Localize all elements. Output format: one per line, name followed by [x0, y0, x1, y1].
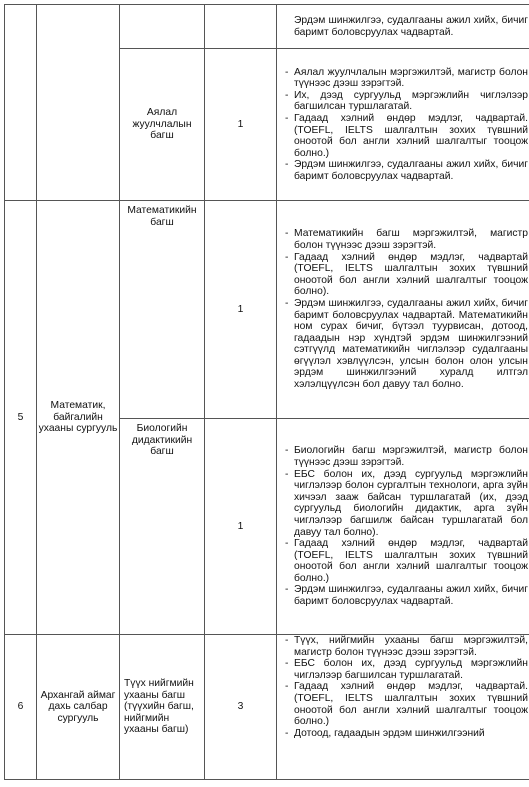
list-item: - Аялал жуулчлалын мэргэжилтэй, магистр болон түүнээс дээш зэрэгтэй. — [285, 67, 528, 90]
row-number-cell — [5, 5, 37, 201]
list-item: - Их, дээд сургуульд мэргэжлийн чиглэлээр багшилсан туршлагатай. — [285, 90, 528, 113]
table-row — [5, 5, 529, 49]
requirements-cell — [277, 419, 529, 635]
list-item: - Математикийн багш мэргэжилтэй, магистр болон түүнээс дээш зэрэгтэй. — [285, 228, 528, 251]
school-name: Архангай аймаг дахь салбар сургууль — [37, 635, 120, 780]
table-row — [5, 635, 529, 780]
list-item: - Дотоод, гадаадын эрдэм шинжилгээний — [285, 728, 528, 740]
position-count: 1 — [205, 49, 277, 201]
list-item: - ЕБС болон их, дээд сургуульд мэргэжлийн чиглэлээр багшилсан туршлагатай. — [285, 658, 528, 681]
subject-name: Математикийн багш — [120, 201, 205, 419]
requirements-cell — [277, 635, 529, 780]
list-item: - Гадаад хэлний өндөр мэдлэг, чадвартай (TOEFL, IELTS шалгалтын зохих түвшний оноотой бол англи хэлний шалгалтыг тооцож болно). — [285, 252, 528, 298]
table-row — [5, 201, 529, 419]
subject-cell — [120, 5, 205, 49]
school-cell — [37, 5, 120, 201]
requirements-list — [277, 445, 529, 607]
subject-name: Түүх нийгмийн ухааны багш (түүхийн багш, нийгмийн ухааны багш) — [120, 635, 205, 780]
requirements-list — [277, 67, 529, 183]
list-item: - Гадаад хэлний өндөр мэдлэг, чадвартай. (TOEFL, IELTS шалгалтын зохих түвшний оноотой бол англи хэлний шалгалтыг тооцож болно.) — [285, 113, 528, 159]
list-item: - Түүх, нийгмийн ухааны багш мэргэжилтэй, магистр болон түүнээс дээш зэрэгтэй. — [285, 635, 528, 658]
list-item: - Эрдэм шинжилгээ, судалгааны ажил хийх, бичиг баримт боловсруулах чадвартай. — [285, 159, 528, 182]
position-count: 3 — [205, 635, 277, 780]
list-item: Эрдэм шинжилгээ, судалгааны ажил хийх, бичиг баримт боловсруулах чадвартай. — [294, 14, 528, 38]
requirements-cell — [277, 5, 529, 49]
list-item: - ЕБС болон их, дээд сургуульд мэргэжлийн чиглэлээр болон сургалтын технологи, арга зүйн хичээл зааж байсан туршлагатай (их, дээд сургуульд биологийн дидактик, арга зүйн чиглэлээр багшилж байсан туршлагатай бол давуу тал болно). — [285, 469, 528, 539]
subject-name: Биологийн дидактикийн багш — [120, 419, 205, 635]
position-count: 1 — [205, 419, 277, 635]
list-item: - Эрдэм шинжилгээ, судалгааны ажил хийх, бичиг баримт боловсруулах чадвартай. — [285, 584, 528, 607]
requirements-list — [277, 635, 529, 739]
requirements-list — [277, 15, 529, 38]
row-number: 6 — [5, 635, 37, 780]
list-item: - Биологийн багш мэргэжилтэй, магистр болон түүнээс дээш зэрэгтэй. — [285, 445, 528, 468]
requirements-cell — [277, 201, 529, 419]
list-item: - Эрдэм шинжилгээ, судалгааны ажил хийх, бичиг баримт боловсруулах чадвартай. Математикийн ном сурах бичиг, бүтээл туурвисан, дотоод, гадаадын нэр хүндтэй эрдэм шинжилгээний сэтгүүлд математикийн чиглэлээр судалгааны өгүүлэл хэвлүүлсэн, улсын болон олон улсын эрдэм шинжилгээний хуралд илтгэл хэлэлцүүлсэн бол давуу тал болно. — [285, 298, 528, 391]
school-name: Математик, байгалийн ухааны сургууль — [37, 201, 120, 635]
requirements-cell — [277, 49, 529, 201]
requirements-list — [277, 228, 529, 390]
count-cell — [205, 5, 277, 49]
subject-name: Аялал жуулчлалын багш — [120, 49, 205, 201]
list-item: - Гадаад хэлний өндөр мэдлэг, чадвартай (TOEFL, IELTS шалгалтын зохих түвшний оноотой бол англи хэлний шалгалтыг тооцож болно.) — [285, 538, 528, 584]
requirements-table — [4, 4, 529, 780]
list-item: - Гадаад хэлний өндөр мэдлэг, чадвартай. (TOEFL, IELTS шалгалтын зохих түвшний оноотой бол англи хэлний шалгалтыг тооцож болно.) — [285, 681, 528, 727]
position-count: 1 — [205, 201, 277, 419]
row-number: 5 — [5, 201, 37, 635]
